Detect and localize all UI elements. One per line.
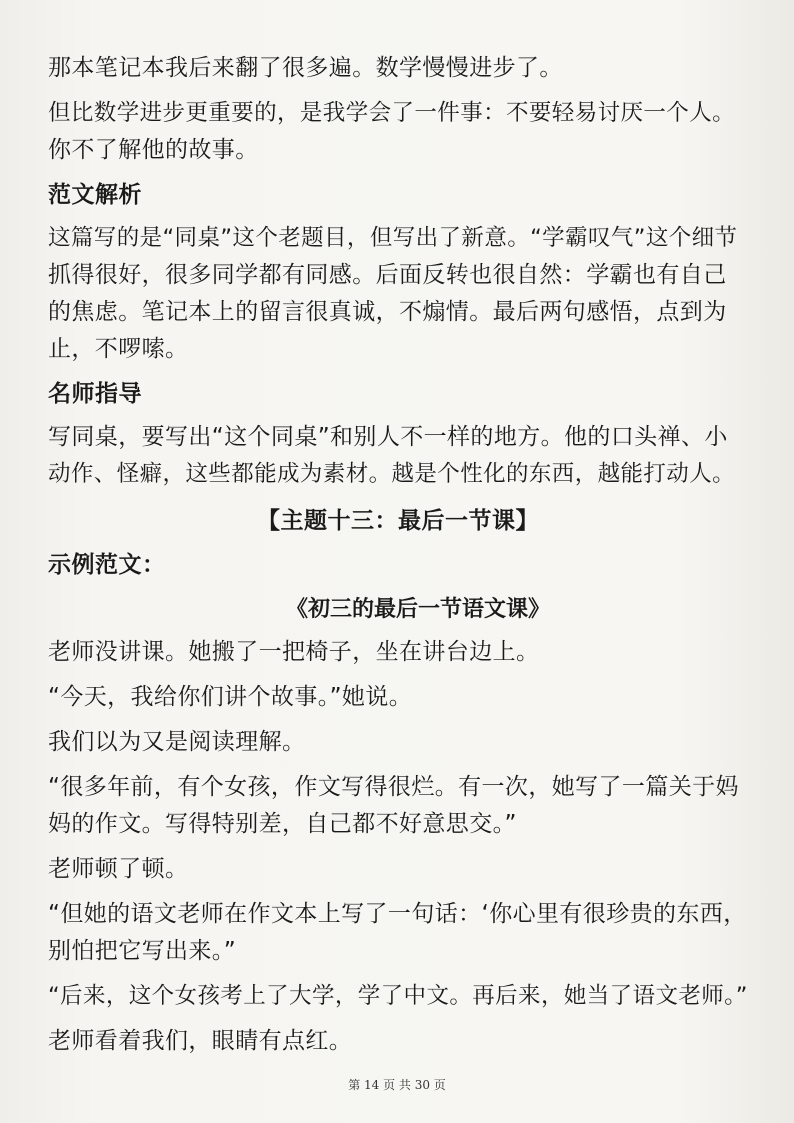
- text-line: 老师顿了顿。: [48, 856, 189, 882]
- text-line: 抓得很好，很多同学都有同感。后面反转也很自然：学霸也有自己: [48, 262, 727, 288]
- paragraph: [48, 679, 748, 716]
- text-line: 你不了解他的故事。: [48, 137, 259, 163]
- section-heading: 示例范文：: [48, 552, 166, 578]
- text-line: “但她的语文老师在作文本上写了一句话：‘你心里有很珍贵的东西，: [48, 901, 747, 927]
- paragraph: [48, 896, 748, 970]
- text-line: 妈的作文。写得特别差，自己都不好意思交。”: [48, 811, 517, 837]
- paragraph: [48, 724, 748, 761]
- paragraph: [48, 769, 748, 843]
- text-line: 我们以为又是阅读理解。: [48, 729, 306, 755]
- text-line: “后来，这个女孩考上了大学，学了中文。再后来，她当了语文老师。”: [48, 983, 748, 1009]
- page-content: [48, 50, 748, 1068]
- text-line: 老师没讲课。她搬了一把椅子，坐在讲台边上。: [48, 639, 540, 665]
- paragraph: [48, 95, 748, 169]
- text-line: 这篇写的是“同桌”这个老题目，但写出了新意。“学霸叹气”这个细节: [48, 225, 738, 251]
- topic-heading: 【主题十三：最后一节课】: [257, 508, 539, 534]
- text-line: “今天，我给你们讲个故事。”她说。: [48, 684, 413, 710]
- section-heading: 名师指导: [48, 381, 142, 407]
- paragraph: [48, 851, 748, 888]
- paragraph: [48, 1023, 748, 1060]
- paragraph: [48, 419, 748, 493]
- paragraph: [48, 220, 748, 368]
- text-line: 那本笔记本我后来翻了很多遍。数学慢慢进步了。: [48, 55, 563, 81]
- page-footer: 第 14 页 共 30 页: [348, 1078, 446, 1092]
- text-line: 但比数学进步更重要的，是我学会了一件事：不要轻易讨厌一个人。: [48, 100, 736, 126]
- paragraph: [48, 978, 748, 1015]
- essay-title: 《初三的最后一节语文课》: [285, 597, 550, 622]
- section-heading: 范文解析: [48, 182, 142, 208]
- text-line: 别怕把它写出来。”: [48, 938, 237, 964]
- text-line: 的焦虑。笔记本上的留言很真诚，不煽情。最后两句感悟，点到为: [48, 299, 727, 325]
- text-line: 止，不啰嗦。: [48, 336, 189, 362]
- text-line: “很多年前，有个女孩，作文写得很烂。有一次，她写了一篇关于妈: [48, 774, 739, 800]
- paragraph: [48, 634, 748, 671]
- text-line: 老师看着我们，眼睛有点红。: [48, 1028, 353, 1054]
- text-line: 写同桌，要写出“这个同桌”和别人不一样的地方。他的口头禅、小: [48, 424, 728, 450]
- paragraph: [48, 50, 748, 87]
- text-line: 动作、怪癖，这些都能成为素材。越是个性化的东西，越能打动人。: [48, 461, 736, 487]
